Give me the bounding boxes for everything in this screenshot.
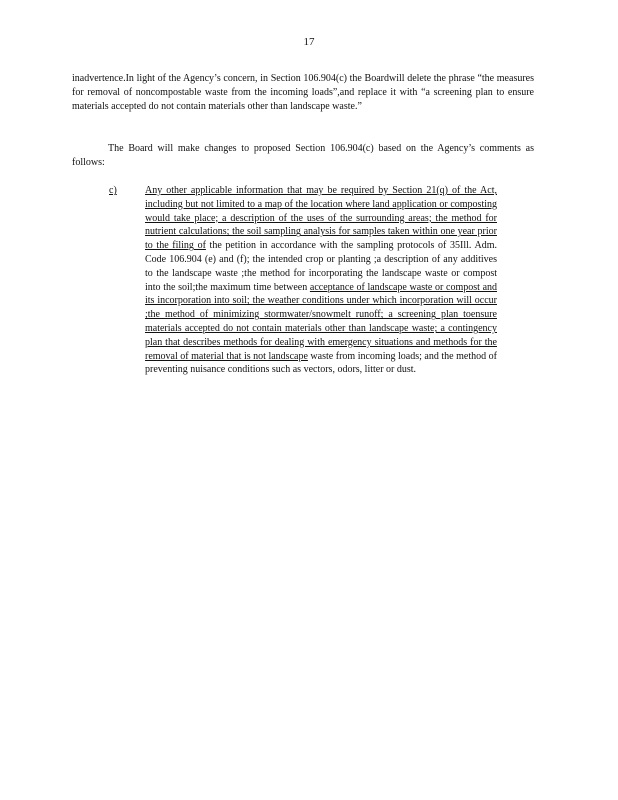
paragraph-agency-concern: inadvertence.In light of the Agency’s concern, in Section 106.904(c) the Boardwill delete the phrase “the measures for removal of noncompostable waste from the incoming loads”,and replace it with “a screening plan to ensure materials accepted do not contain materials other than landscape waste.”: [72, 73, 534, 112]
item-label-c: c): [109, 185, 117, 196]
item-c-text-underlined-2: acceptance of landscape waste or compost and its incorporation into soil; the weather conditions under which incorporation will occur ;the method of minimizing stormwater/snowmelt runoff; a screening plan toensure materials accepted do not contain materials other than landscape waste; a contingency plan that describes methods for dealing with emergency situations and methods for the removal of material that is not landscape: [145, 281, 498, 362]
item-c-body: [145, 184, 497, 377]
page-number: 17: [303, 36, 315, 48]
item-c-text-plain-2: waste from incoming loads; and the method of preventing nuisance conditions such as vectors, odors, litter or dust.: [145, 350, 497, 376]
item-c-text-plain-1: the petition in accordance with the sampling protocols of 35Ill. Adm. Code 106.904 (e) and (f); the intended crop or planting ;a description of any additives to the landscape waste ;the method for incorporating the landscape waste or compost into the soil;the maximum time between: [145, 240, 497, 293]
item-c-text-underlined-1: Any other applicable information that may be required by Section 21(q) of the Act, including but not limited to a map of the location where land application or composting would take place; a description of the uses of the surrounding areas; the method for nutrient calculations; the soil sampling analysis for samples taken within one year prior to the filing of: [145, 185, 497, 252]
paragraph-board-changes: The Board will make changes to proposed Section 106.904(c) based on the Agency’s comments as follows:: [72, 143, 534, 168]
